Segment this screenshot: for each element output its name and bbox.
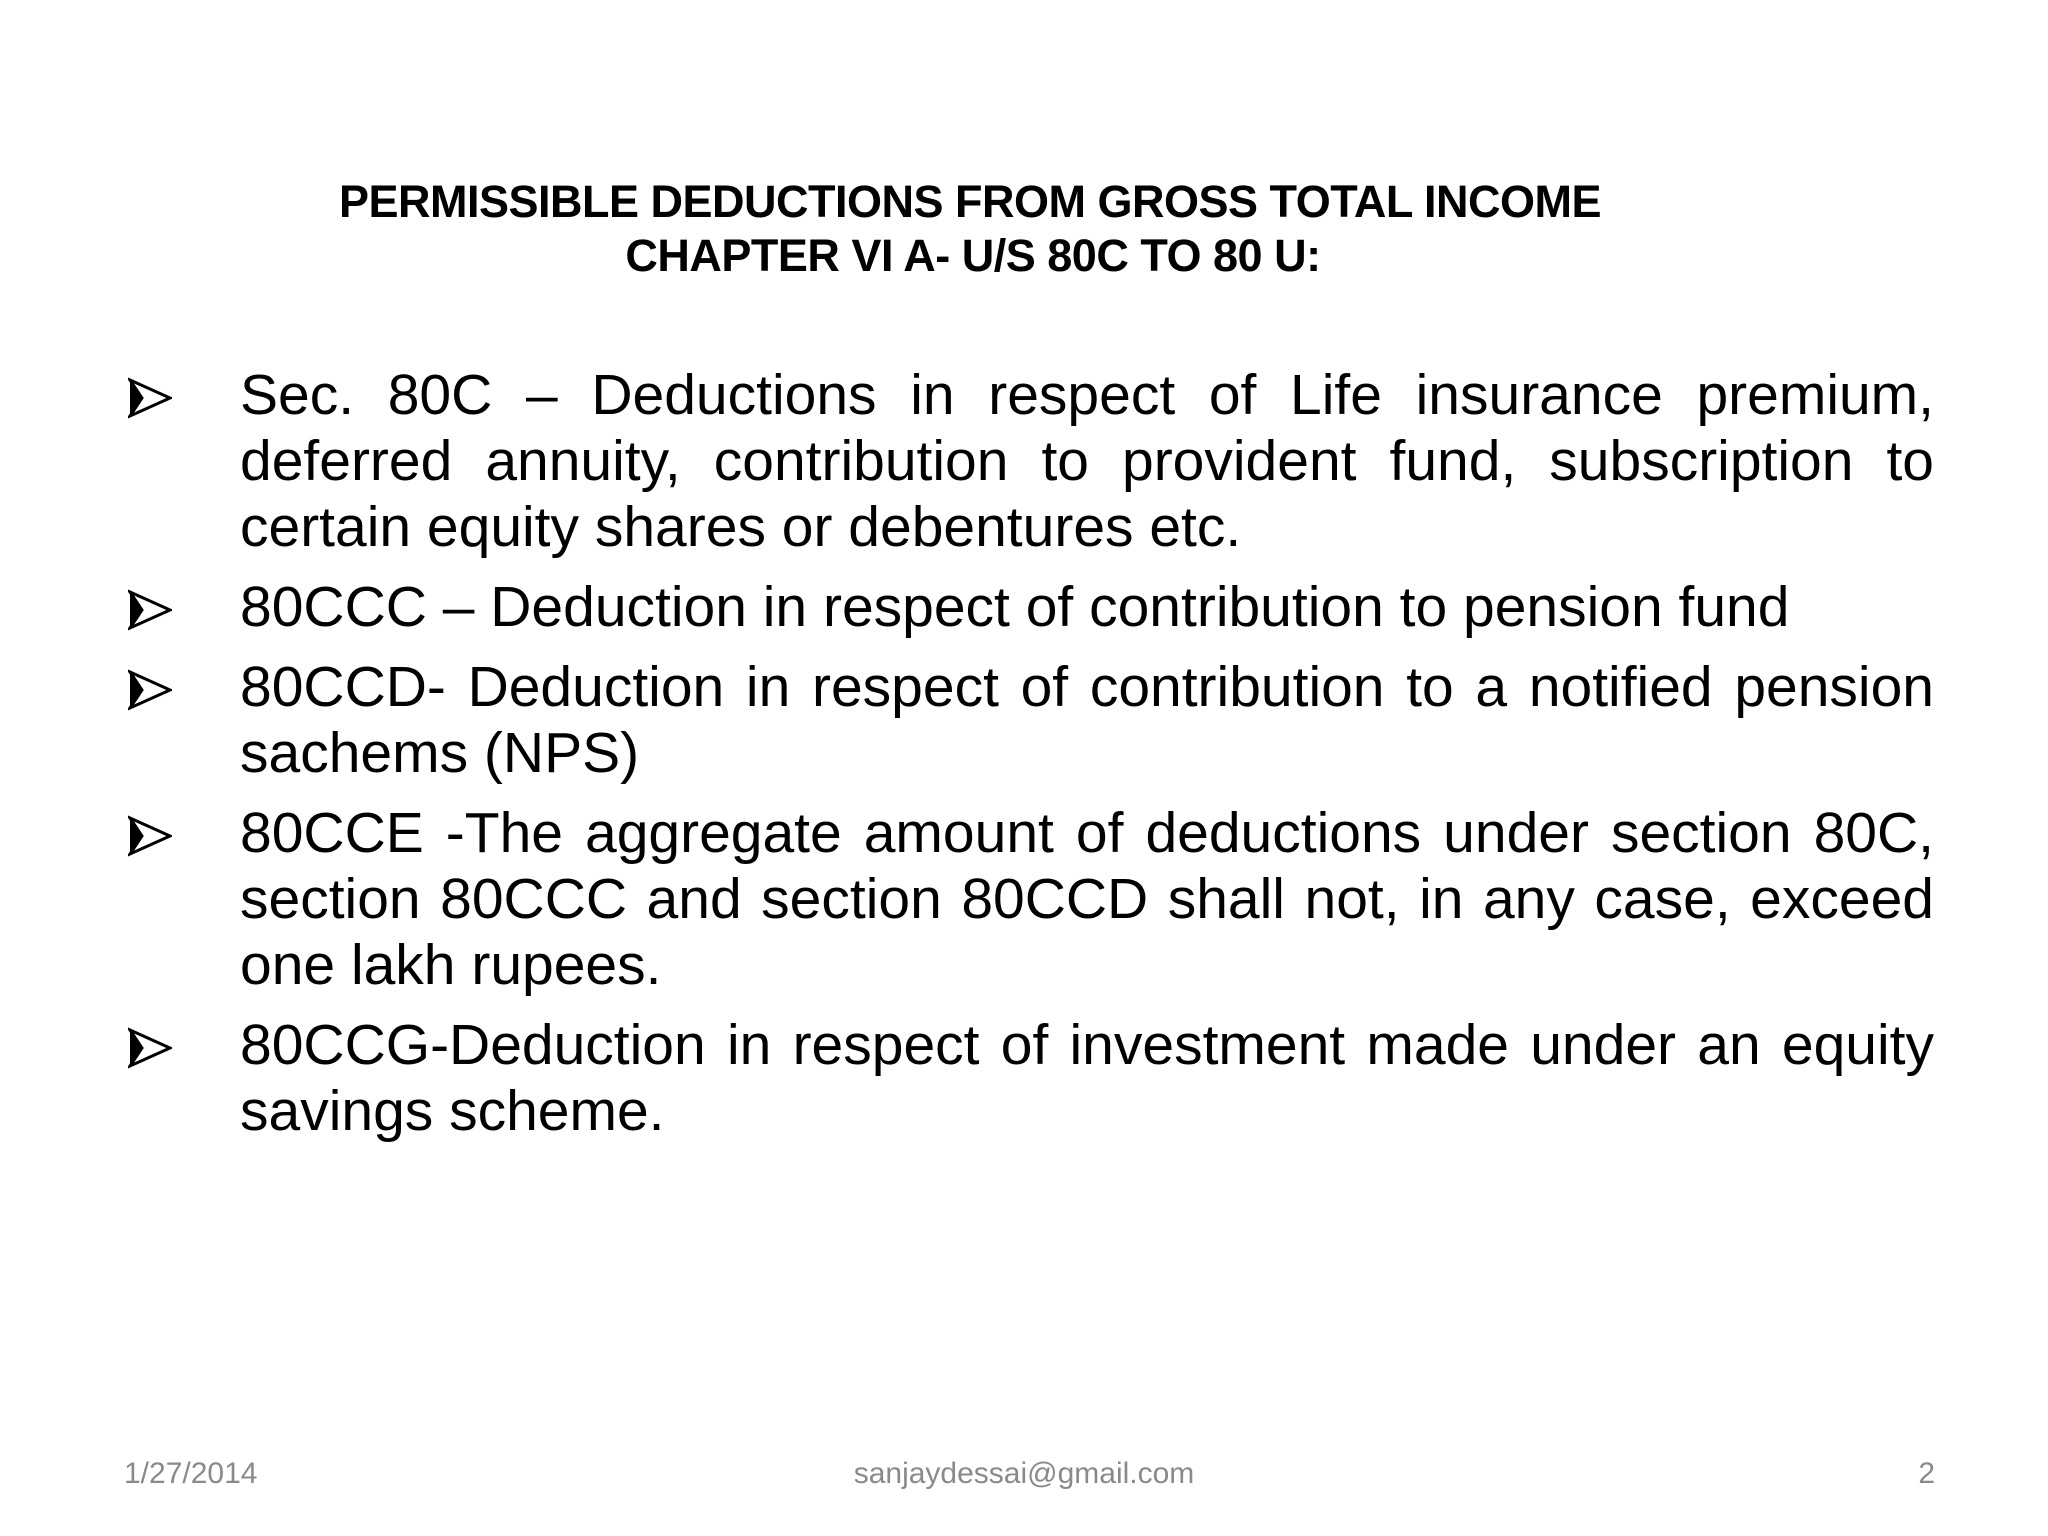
slide-title [300, 175, 1640, 283]
footer-email: sanjaydessai@gmail.com [853, 1457, 1195, 1490]
list-item-text: 80CCC – Deduction in respect of contribution to pension fund [240, 575, 1790, 639]
arrowhead-bullet-icon [128, 376, 172, 420]
list-item-text: Sec. 80C – Deductions in respect of Life insurance premium, deferred annuity, contribution to provident fund, subscription to certain equity shares or debentures etc. [240, 363, 1934, 559]
list-item [128, 654, 1934, 786]
list-item [128, 362, 1934, 560]
arrowhead-bullet-icon [128, 1026, 172, 1070]
title-line-1: PERMISSIBLE DEDUCTIONS FROM GROSS TOTAL INCOME [338, 176, 1602, 227]
footer-page-number: 2 [1918, 1457, 1935, 1490]
arrowhead-bullet-icon [128, 588, 172, 632]
title-line-2: CHAPTER VI A- U/S 80C TO 80 U: [625, 230, 1321, 281]
list-item-text: 80CCD- Deduction in respect of contribution to a notified pension sachems (NPS) [240, 655, 1934, 785]
footer-date: 1/27/2014 [124, 1457, 258, 1490]
list-item [128, 574, 1934, 640]
list-item [128, 800, 1934, 998]
arrowhead-bullet-icon [128, 668, 172, 712]
list-item [128, 1012, 1934, 1144]
list-item-text: 80CCG-Deduction in respect of investment made under an equity savings scheme. [240, 1013, 1934, 1143]
arrowhead-bullet-icon [128, 814, 172, 858]
deductions-list [128, 362, 1934, 1158]
list-item-text: 80CCE -The aggregate amount of deductions under section 80C, section 80CCC and section 80CCD shall not, in any case, exceed one lakh rupees. [240, 801, 1934, 997]
